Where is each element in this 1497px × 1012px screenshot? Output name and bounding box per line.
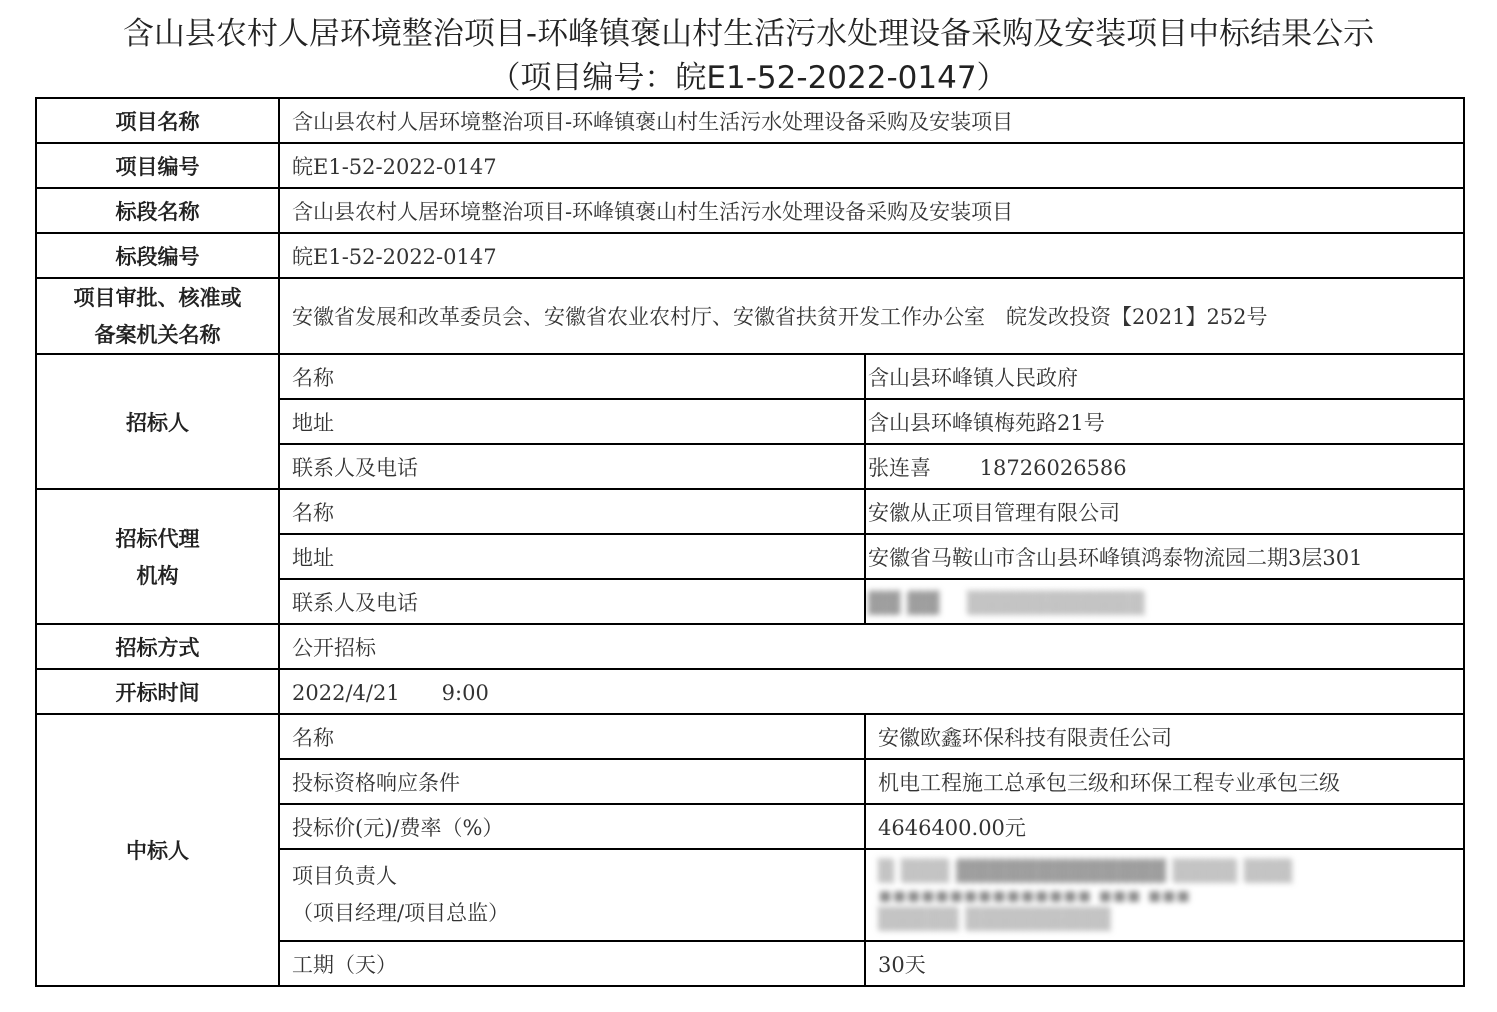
row-label: 标段编号: [36, 233, 279, 278]
method-value: 公开招标: [279, 624, 1464, 669]
sub-label: [279, 849, 865, 941]
section-no-value: 皖E1-52-2022-0147: [279, 233, 1464, 278]
project-name-value: 含山县农村人居环境整治项目-环峰镇褒山村生活污水处理设备采购及安装项目: [279, 98, 1464, 143]
table-row: [36, 143, 1464, 188]
sub-label: 联系人及电话: [279, 579, 865, 624]
table-row: [36, 354, 1464, 399]
row-label: 项目编号: [36, 143, 279, 188]
row-label: 项目名称: [36, 98, 279, 143]
notice-title: 含山县农村人居环境整治项目-环峰镇褒山村生活污水处理设备采购及安装项目中标结果公示: [122, 16, 1375, 52]
sub-label: 联系人及电话: [279, 444, 865, 489]
agency-label: [36, 489, 279, 624]
sub-label: 投标资格响应条件: [279, 759, 865, 804]
agency-contact-redacted: [865, 579, 1464, 624]
sub-label: 名称: [279, 354, 865, 399]
table-row: [36, 233, 1464, 278]
winner-manager-redacted: [865, 849, 1464, 941]
agency-address: 安徽省马鞍山市含山县环峰镇鸿泰物流园二期3层301: [865, 534, 1464, 579]
row-label: 开标时间: [36, 669, 279, 714]
section-name-value: 含山县农村人居环境整治项目-环峰镇褒山村生活污水处理设备采购及安装项目: [279, 188, 1464, 233]
result-table: [35, 97, 1465, 987]
tenderer-label: 招标人: [36, 354, 279, 489]
table-row: [36, 489, 1464, 534]
winner-label: 中标人: [36, 714, 279, 986]
row-label: [36, 278, 279, 354]
sub-label: 投标价(元)/费率（%）: [279, 804, 865, 849]
sub-label: 名称: [279, 714, 865, 759]
tenderer-address: 含山县环峰镇梅苑路21号: [865, 399, 1464, 444]
agency-label-line2: 机构: [136, 562, 179, 588]
agency-label-line1: 招标代理: [115, 525, 200, 551]
manager-label-line1: 项目负责人: [292, 864, 397, 888]
project-no-value: 皖E1-52-2022-0147: [279, 143, 1464, 188]
winner-price: 4646400.00元: [865, 804, 1464, 849]
open-time-value: 2022/4/21 9:00: [279, 669, 1464, 714]
row-label: 标段名称: [36, 188, 279, 233]
redacted-manager: ▒ ▒▒▒ ▓▓▓▓▓▓▓▓▓▓▓▓▓ ▒▒▒▒ ▒▒▒ ▪▪▪▪▪▪▪▪▪▪▪▪▪▪▪ ▪▪▪ ▪▪▪ ▒▒▒▒▒ ▒▒▒▒▒▒▒▒▒: [878, 859, 1293, 931]
winner-duration: 30天: [865, 941, 1464, 986]
winner-qualification: 机电工程施工总承包三级和环保工程专业承包三级: [865, 759, 1464, 804]
approval-label-line2: 备案机关名称: [94, 322, 221, 347]
tenderer-contact: 张连喜 18726026586: [865, 444, 1464, 489]
row-label: 招标方式: [36, 624, 279, 669]
tenderer-name: 含山县环峰镇人民政府: [865, 354, 1464, 399]
approval-value: 安徽省发展和改革委员会、安徽省农业农村厅、安徽省扶贫开发工作办公室 皖发改投资【2021】252号: [279, 278, 1464, 354]
table-row: [36, 624, 1464, 669]
table-row: [36, 714, 1464, 759]
table-row: [36, 669, 1464, 714]
sub-label: 地址: [279, 534, 865, 579]
sub-label: 工期（天）: [279, 941, 865, 986]
table-row: [36, 278, 1464, 354]
sub-label: 地址: [279, 399, 865, 444]
table-row: [36, 98, 1464, 143]
redacted-contact: ▓▓ ▓▓ ▒▒▒▒▒▒▒▒▒▒▒: [868, 590, 1145, 615]
manager-label-line2: （项目经理/项目总监）: [292, 901, 510, 925]
table-row: [36, 188, 1464, 233]
approval-label-line1: 项目审批、核准或: [73, 285, 242, 310]
agency-name: 安徽从正项目管理有限公司: [865, 489, 1464, 534]
winner-name: 安徽欧鑫环保科技有限责任公司: [865, 714, 1464, 759]
notice-subtitle: （项目编号：皖E1-52-2022-0147）: [489, 60, 1008, 96]
sub-label: 名称: [279, 489, 865, 534]
